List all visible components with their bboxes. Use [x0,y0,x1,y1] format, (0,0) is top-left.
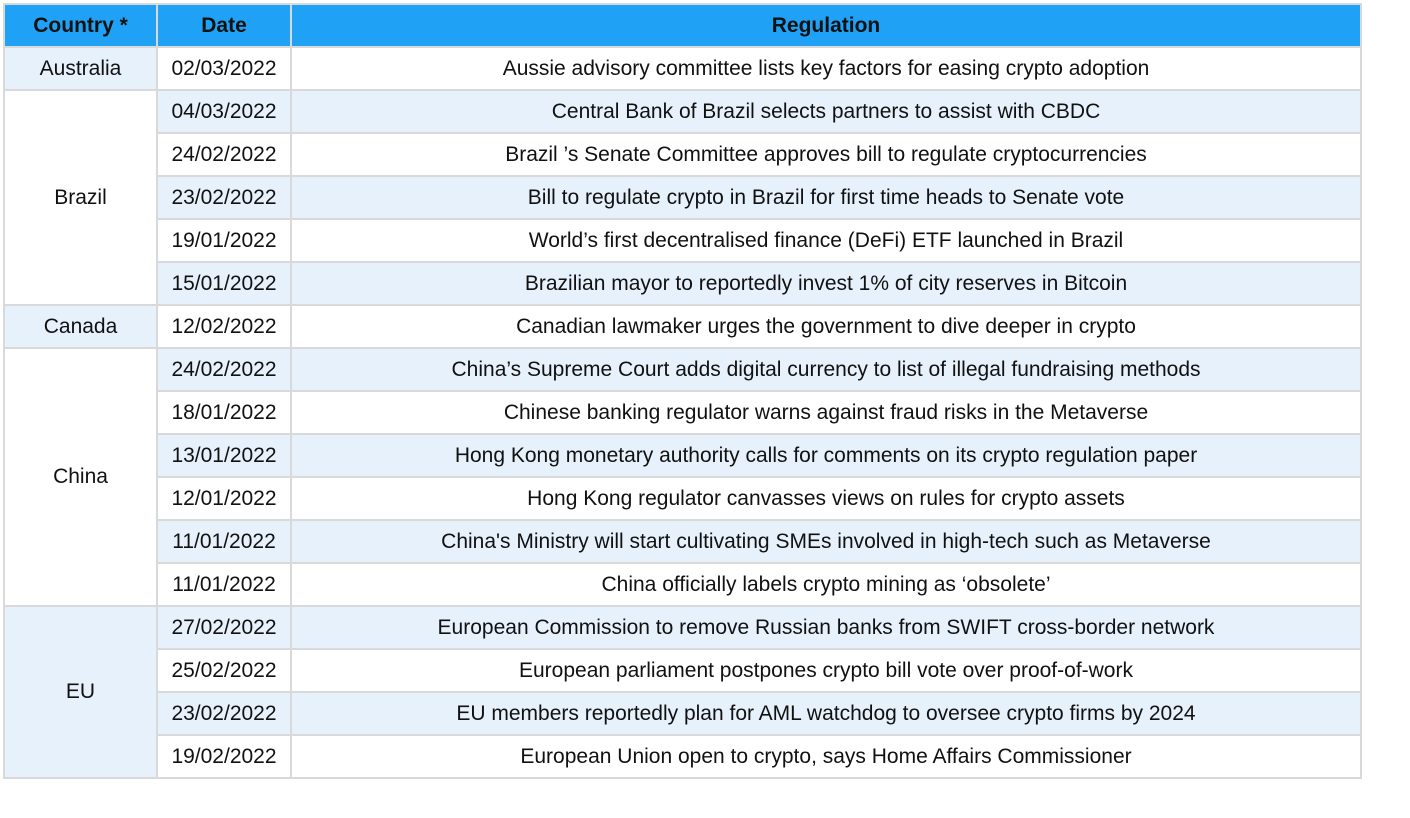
date-cell: 11/01/2022 [157,520,291,563]
table-row [4,520,1361,563]
date-column-header[interactable]: Date [157,4,291,47]
table-row [4,176,1361,219]
regulation-cell: China’s Supreme Court adds digital currency to list of illegal fundraising methods [291,348,1361,391]
table-row [4,434,1361,477]
regulation-cell: European Commission to remove Russian banks from SWIFT cross-border network [291,606,1361,649]
country-cell: Canada [4,305,157,348]
regulation-cell: EU members reportedly plan for AML watchdog to oversee crypto firms by 2024 [291,692,1361,735]
table-row [4,262,1361,305]
date-cell: 04/03/2022 [157,90,291,133]
regulation-cell: Brazilian mayor to reportedly invest 1% of city reserves in Bitcoin [291,262,1361,305]
regulation-column-header[interactable]: Regulation [291,4,1361,47]
date-cell: 19/02/2022 [157,735,291,778]
table-row [4,348,1361,391]
date-cell: 24/02/2022 [157,133,291,176]
regulation-cell: China officially labels crypto mining as ‘obsolete’ [291,563,1361,606]
date-cell: 12/02/2022 [157,305,291,348]
regulation-table [3,3,1362,779]
country-cell: Brazil [4,90,157,305]
regulation-cell: European parliament postpones crypto bill vote over proof-of-work [291,649,1361,692]
header-row [4,4,1361,47]
date-cell: 13/01/2022 [157,434,291,477]
date-cell: 25/02/2022 [157,649,291,692]
table-row [4,90,1361,133]
table-row [4,219,1361,262]
regulation-cell: Hong Kong regulator canvasses views on rules for crypto assets [291,477,1361,520]
date-cell: 19/01/2022 [157,219,291,262]
regulation-cell: World’s first decentralised finance (DeFi) ETF launched in Brazil [291,219,1361,262]
table-row [4,391,1361,434]
date-cell: 15/01/2022 [157,262,291,305]
country-column-header[interactable]: Country * [4,4,157,47]
table-row [4,477,1361,520]
regulation-cell: Chinese banking regulator warns against fraud risks in the Metaverse [291,391,1361,434]
regulation-cell: China's Ministry will start cultivating SMEs involved in high-tech such as Metaverse [291,520,1361,563]
country-cell: China [4,348,157,606]
regulation-cell: Central Bank of Brazil selects partners to assist with CBDC [291,90,1361,133]
regulation-cell: Aussie advisory committee lists key factors for easing crypto adoption [291,47,1361,90]
date-cell: 02/03/2022 [157,47,291,90]
date-cell: 11/01/2022 [157,563,291,606]
date-cell: 24/02/2022 [157,348,291,391]
table-row [4,47,1361,90]
table-row [4,133,1361,176]
country-cell: Australia [4,47,157,90]
table-row [4,692,1361,735]
date-cell: 18/01/2022 [157,391,291,434]
regulation-cell: European Union open to crypto, says Home Affairs Commissioner [291,735,1361,778]
table-row [4,563,1361,606]
table-row [4,606,1361,649]
table-row [4,735,1361,778]
regulation-cell: Bill to regulate crypto in Brazil for first time heads to Senate vote [291,176,1361,219]
regulation-table-container [3,3,1362,779]
date-cell: 27/02/2022 [157,606,291,649]
regulation-cell: Canadian lawmaker urges the government to dive deeper in crypto [291,305,1361,348]
regulation-cell: Brazil ’s Senate Committee approves bill to regulate cryptocurrencies [291,133,1361,176]
regulation-cell: Hong Kong monetary authority calls for comments on its crypto regulation paper [291,434,1361,477]
table-row [4,305,1361,348]
country-cell: EU [4,606,157,778]
date-cell: 23/02/2022 [157,176,291,219]
table-row [4,649,1361,692]
date-cell: 12/01/2022 [157,477,291,520]
table-body [4,47,1361,778]
date-cell: 23/02/2022 [157,692,291,735]
